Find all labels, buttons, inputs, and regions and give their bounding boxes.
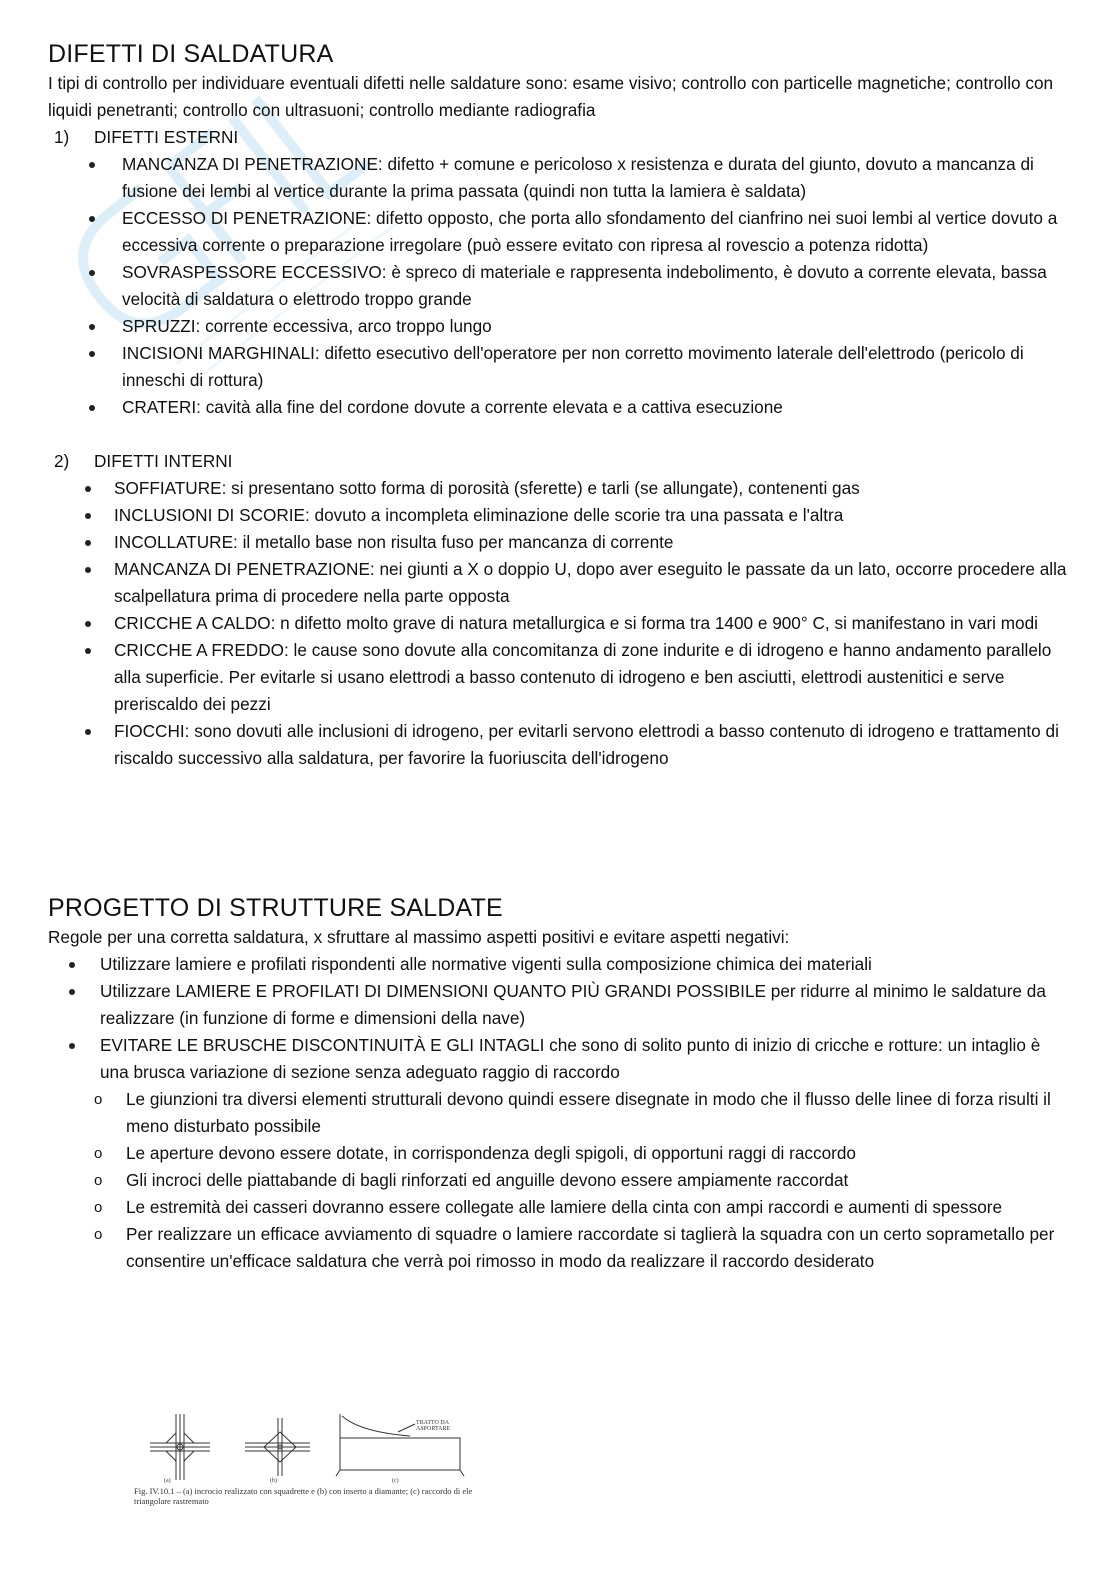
- bullet-icon: [85, 513, 91, 519]
- external-defects-list: [48, 151, 1068, 421]
- circle-bullet-icon: o: [94, 1226, 103, 1243]
- internal-label: DIFETTI INTERNI: [94, 451, 233, 471]
- section-title-project: PROGETTO DI STRUTTURE SALDATE: [48, 894, 503, 922]
- list-item: EVITARE LE BRUSCHE DISCONTINUITÀ E GLI INTAGLI che sono di solito punto di inizio di cricche e rotture: un intaglio è una brusca variazione di sezione senza adeguato raggio di raccordo: [48, 1032, 1068, 1086]
- list-item: o Per realizzare un efficace avviamento di squadre o lamiere raccordate si taglierà la squadra con un certo soprametallo per consentire un'efficace saldatura che verrà poi rimosso in modo da realizzare il raccordo desiderato: [48, 1221, 1068, 1275]
- internal-number: 2): [54, 451, 70, 471]
- defects-intro: I tipi di controllo per individuare eventuali difetti nelle saldature sono: esame visivo; controllo con particelle magnetiche; controllo con liquidi penetranti; controllo con ultrasuoni; controllo mediante radiografia: [48, 73, 1054, 120]
- page-content: [48, 38, 1068, 1275]
- circle-bullet-icon: o: [94, 1145, 103, 1162]
- project-intro: Regole per una corretta saldatura, x sfruttare al massimo aspetti positivi e evitare aspetti negativi:: [48, 927, 790, 947]
- bullet-icon: [89, 216, 95, 222]
- bullet-icon: [89, 324, 95, 330]
- list-item: CRICCHE A FREDDO: le cause sono dovute alla concomitanza di zone indurite e di idrogeno e hanno andamento parallelo alla superficie. Per evitarle si usano elettrodi a basso contenuto di idrogeno e ben asciutti, elettrodi austenitici e serve preriscaldo dei pezzi: [48, 637, 1068, 718]
- list-item: INCISIONI MARGHINALI: difetto esecutivo dell'operatore per non corretto movimento laterale dell'elettrodo (pericolo di inneschi di rottura): [48, 340, 1068, 394]
- bullet-icon: [85, 621, 91, 627]
- bullet-icon: [89, 162, 95, 168]
- external-label: DIFETTI ESTERNI: [94, 127, 239, 147]
- figure-caption: Fig. IV.10.1 – (a) incrocio realizzato con squadrette e (b) con inserto a diamante; (c) raccordo di ele triangolare rastremato: [134, 1486, 473, 1506]
- bullet-icon: [89, 270, 95, 276]
- section-title-defects: DIFETTI DI SALDATURA: [48, 40, 334, 68]
- figure-label-c: (c): [392, 1478, 399, 1484]
- list-item: SOVRASPESSORE ECCESSIVO: è spreco di materiale e rappresenta indebolimento, è dovuto a corrente elevata, bassa velocità di saldatura o elettrodo troppo grande: [48, 259, 1068, 313]
- external-number: 1): [54, 127, 70, 147]
- list-item: o Le giunzioni tra diversi elementi strutturali devono quindi essere disegnate in modo che il flusso delle linee di forza risulti il meno disturbato possibile: [48, 1086, 1068, 1140]
- figure-label-a: (a): [164, 1478, 171, 1484]
- bullet-icon: [85, 486, 91, 492]
- project-rules-list: [48, 951, 1068, 1086]
- circle-bullet-icon: o: [94, 1172, 103, 1189]
- bullet-icon: [89, 405, 95, 411]
- list-item: ECCESSO DI PENETRAZIONE: difetto opposto, che porta allo sfondamento del cianfrino nei suoi lembi al vertice dovuto a eccessiva corrente o preparazione irregolare (può essere evitato con ripresa al rovescio a potenza ridotta): [48, 205, 1068, 259]
- figure-annotation: TRATTO DA ASPORTARE: [416, 1420, 451, 1432]
- bullet-icon: [85, 567, 91, 573]
- bullet-icon: [69, 1043, 75, 1049]
- list-item: Utilizzare LAMIERE E PROFILATI DI DIMENSIONI QUANTO PIÙ GRANDI POSSIBILE per ridurre al minimo le saldature da realizzare (in funzione di forme e dimensioni della nave): [48, 978, 1068, 1032]
- list-item: CRICCHE A CALDO: n difetto molto grave di natura metallurgica e si forma tra 1400 e 900° C, si manifestano in vari modi: [48, 610, 1068, 637]
- project-subrules-list: [48, 1086, 1068, 1275]
- list-item: SOFFIATURE: si presentano sotto forma di porosità (sferette) e tarli (se allungate), contenenti gas: [48, 475, 1068, 502]
- circle-bullet-icon: o: [94, 1199, 103, 1216]
- circle-bullet-icon: o: [94, 1091, 103, 1108]
- internal-defects-heading: [48, 448, 1068, 475]
- bullet-icon: [85, 729, 91, 735]
- list-item: INCOLLATURE: il metallo base non risulta fuso per mancanza di corrente: [48, 529, 1068, 556]
- bullet-icon: [69, 962, 75, 968]
- list-item: FIOCCHI: sono dovuti alle inclusioni di idrogeno, per evitarli servono elettrodi a basso contenuto di idrogeno e trattamento di riscaldo successivo alla saldatura, per favorire la fuoriuscita dell'idrogeno: [48, 718, 1068, 772]
- list-item: Utilizzare lamiere e profilati rispondenti alle normative vigenti sulla composizione chimica dei materiali: [48, 951, 1068, 978]
- bullet-icon: [85, 540, 91, 546]
- list-item: MANCANZA DI PENETRAZIONE: nei giunti a X o doppio U, dopo aver eseguito le passate da un lato, occorre procedere alla scalpellatura prima di procedere nella parte opposta: [48, 556, 1068, 610]
- list-item: SPRUZZI: corrente eccessiva, arco troppo lungo: [48, 313, 1068, 340]
- bullet-icon: [89, 351, 95, 357]
- figure-label-b: (b): [270, 1478, 277, 1484]
- bullet-icon: [69, 989, 75, 995]
- list-item: o Le estremità dei casseri dovranno essere collegate alle lamiere della cinta con ampi raccordi e aumenti di spessore: [48, 1194, 1068, 1221]
- bullet-icon: [85, 648, 91, 654]
- figure-joints: [130, 1410, 475, 1520]
- internal-defects-list: [48, 475, 1068, 772]
- external-defects-heading: [48, 124, 1068, 151]
- list-item: INCLUSIONI DI SCORIE: dovuto a incompleta eliminazione delle scorie tra una passata e l'altra: [48, 502, 1068, 529]
- list-item: CRATERI: cavità alla fine del cordone dovute a corrente elevata e a cattiva esecuzione: [48, 394, 1068, 421]
- list-item: o Le aperture devono essere dotate, in corrispondenza degli spigoli, di opportuni raggi di raccordo: [48, 1140, 1068, 1167]
- list-item: MANCANZA DI PENETRAZIONE: difetto + comune e pericoloso x resistenza e durata del giunto, dovuto a mancanza di fusione dei lembi al vertice durante la prima passata (quindi non tutta la lamiera è saldata): [48, 151, 1068, 205]
- list-item: o Gli incroci delle piattabande di bagli rinforzati ed anguille devono essere ampiamente raccordat: [48, 1167, 1068, 1194]
